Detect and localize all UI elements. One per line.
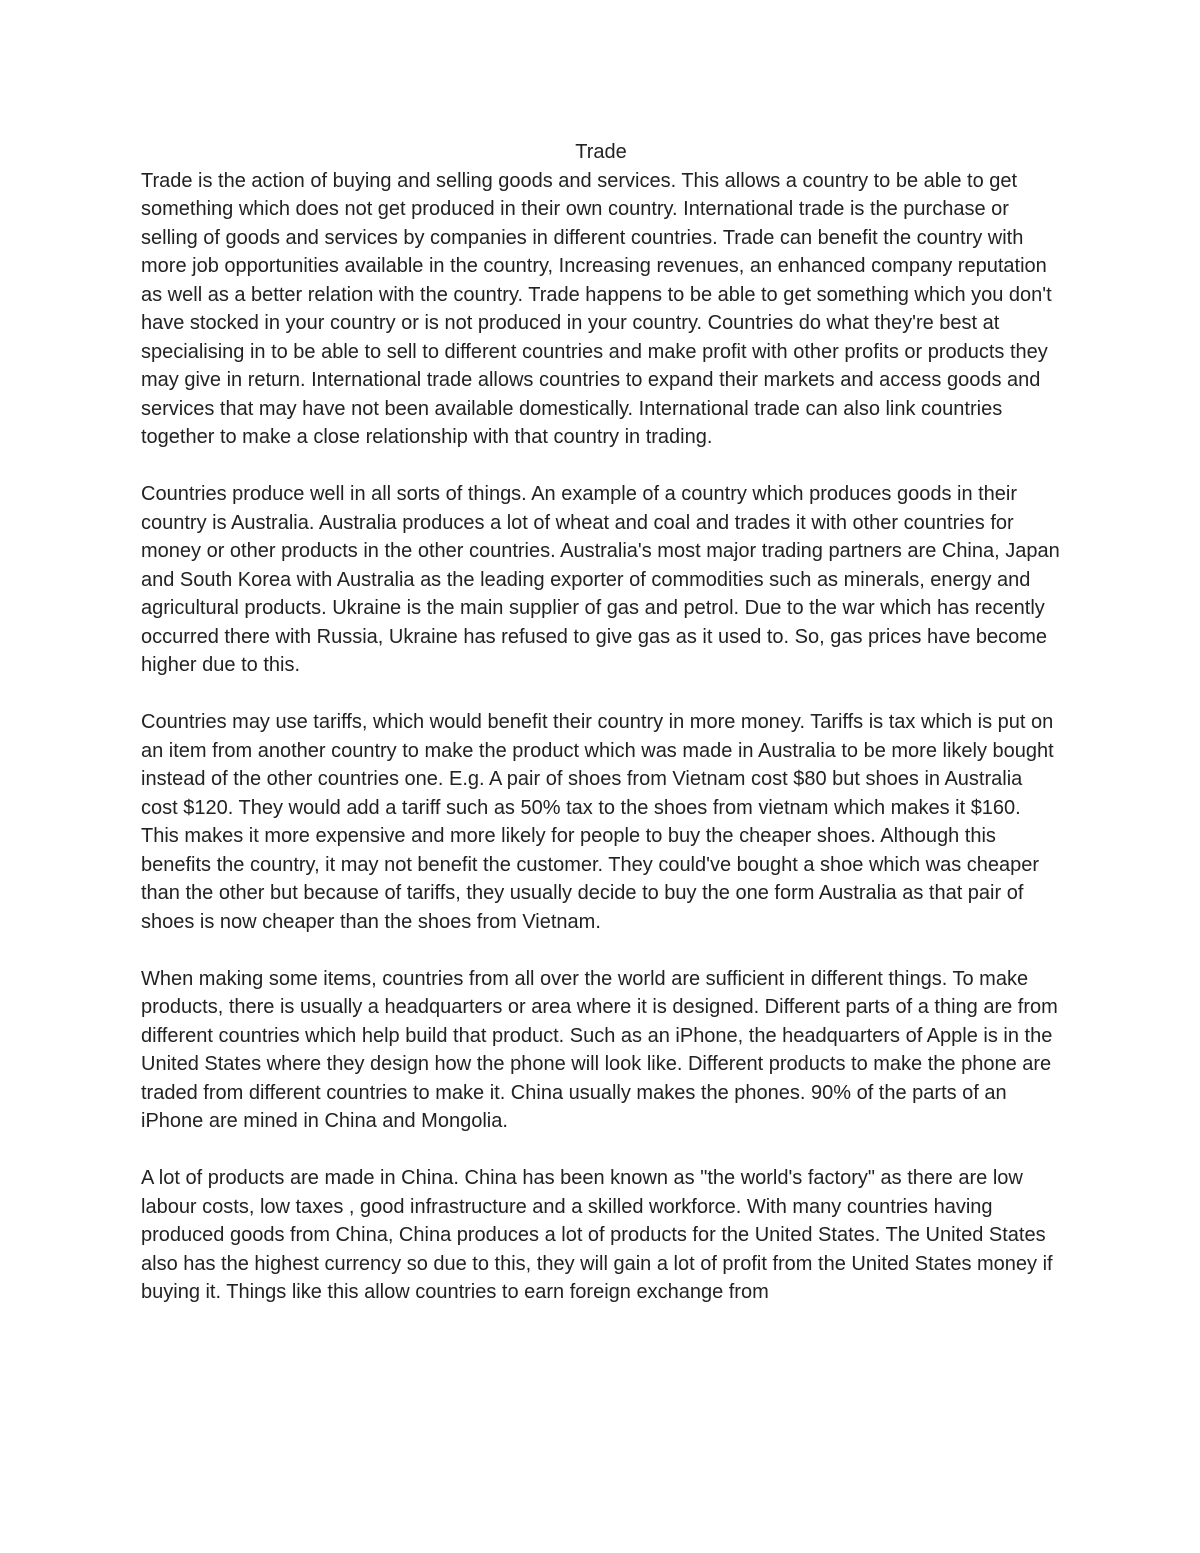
paragraph-trade-definition: Trade is the action of buying and selling goods and services. This allows a country to be able to get something which does not get produced in their own country. International trade is the purchase or selling of goods and services by companies in different countries. Trade can benefit the country with more job opportunities available in the country, Increasing revenues, an enhanced company reputation as well as a better relation with the country. Trade happens to be able to get something which you don't have stocked in your country or is not produced in your country. Countries do what they're best at specialising in to be able to sell to different countries and make profit with other profits or products they may give in return. International trade allows countries to expand their markets and access goods and services that may have not been available domestically. International trade can also link countries together to make a close relationship with that country in trading. [141, 169, 1052, 448]
document-title: Trade [575, 141, 627, 163]
paragraph-spacer [141, 680, 1061, 709]
paragraph-china-factory: A lot of products are made in China. China has been known as "the world's factory" as there are low labour costs, low taxes , good infrastructure and a skilled workforce. With many countries having produced goods from China, China produces a lot of products for the United States. The United States also has the highest currency so due to this, they will gain a lot of profit from the United States money if buying it. Things like this allow countries to earn foreign exchange from [141, 1167, 1053, 1303]
paragraph-australia-production: Countries produce well in all sorts of things. An example of a country which produces goods in their country is Australia. Australia produces a lot of wheat and coal and trades it with other countries for money or other products in the other countries. Australia's most major trading partners are China, Japan and South Korea with Australia as the leading exporter of commodities such as minerals, energy and agricultural products. Ukraine is the main supplier of gas and petrol. Due to the war which has recently occurred there with Russia, Ukraine has refused to give gas as it used to. So, gas prices have become higher due to this. [141, 483, 1060, 676]
paragraph-spacer [141, 1136, 1061, 1165]
paragraph-spacer [141, 936, 1061, 965]
paragraph-iphone-supply-chain: When making some items, countries from all over the world are sufficient in different things. To make products, there is usually a headquarters or area where it is designed. Different parts of a thing are from different countries which help build that product. Such as an iPhone, the headquarters of Apple is in the United States where they design how the phone will look like. Different products to make the phone are traded from different countries to make it. China usually makes the phones. 90% of the parts of an iPhone are mined in China and Mongolia. [141, 967, 1058, 1132]
paragraph-tariffs: Countries may use tariffs, which would benefit their country in more money. Tariffs is tax which is put on an item from another country to make the product which was made in Australia to be more likely bought instead of the other countries one. E.g. A pair of shoes from Vietnam cost $80 but shoes in Australia cost $120. They would add a tariff such as 50% tax to the shoes from vietnam which makes it $160. This makes it more expensive and more likely for people to buy the cheaper shoes. Although this benefits the country, it may not benefit the customer. They could've bought a shoe which was cheaper than the other but because of tariffs, they usually decide to buy the one form Australia as that pair of shoes is now cheaper than the shoes from Vietnam. [141, 711, 1054, 933]
paragraph-spacer [141, 452, 1061, 481]
document-page [141, 138, 1061, 1307]
